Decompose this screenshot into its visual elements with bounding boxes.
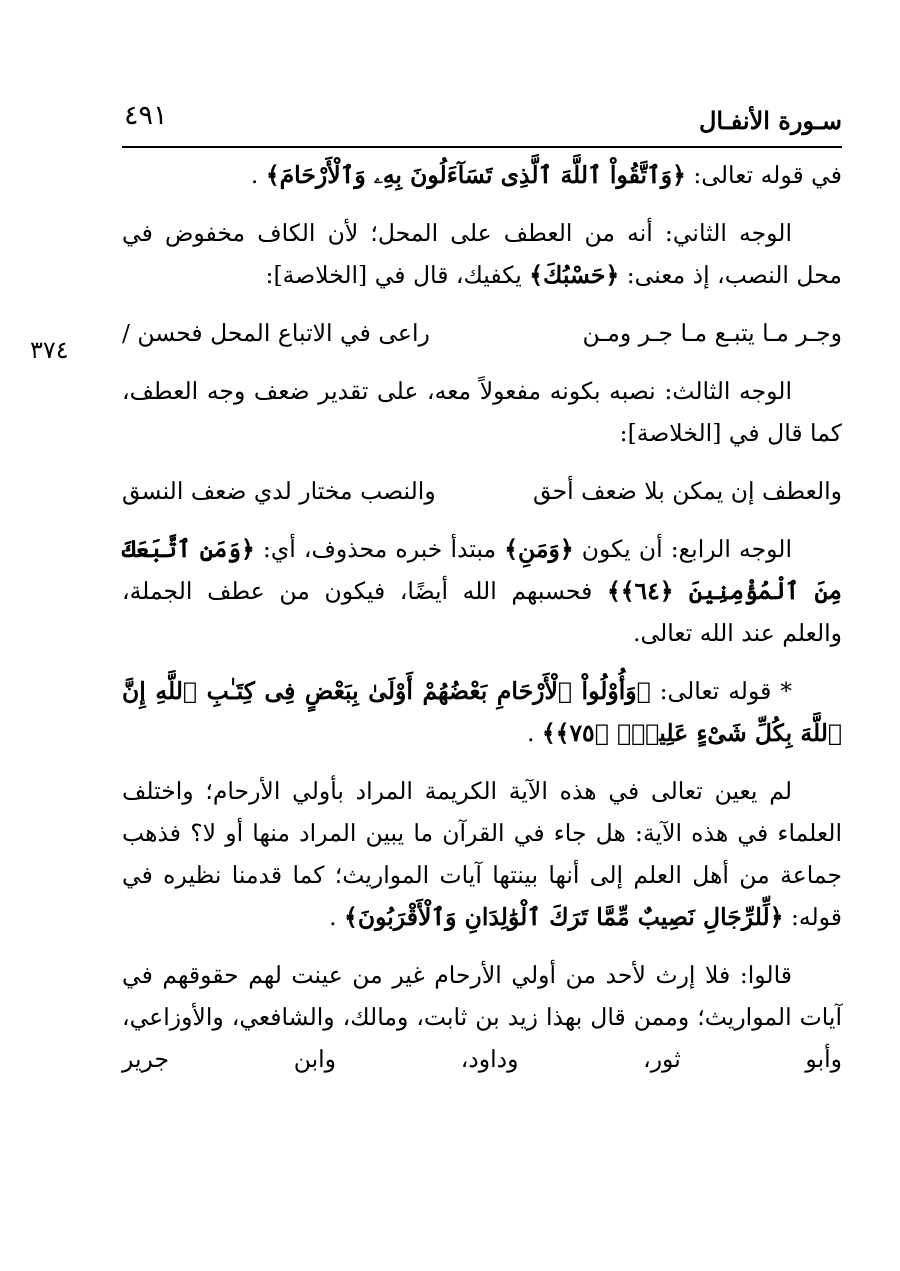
paragraph-4-part2: مبتدأ خبره محذوف، أي: bbox=[254, 535, 505, 563]
quran-quote: ﴿وَمَنِ﴾ bbox=[504, 535, 574, 563]
paragraph-7-text: قالوا: فلا إرث لأحد من أولي الأرحام غير من عينت لهم حقوقهم في آيات المواريث؛ وممن قال بهذا زيد بن ثابت، ومالك، والشافعي، والأوزاعي، وأبو ثور، وداود، وابن جرير bbox=[122, 961, 842, 1073]
book-page bbox=[122, 96, 842, 1216]
margin-page-reference: ٣٧٤ bbox=[30, 336, 69, 364]
paragraph-5-prefix: * قوله تعالى: bbox=[650, 677, 792, 705]
poetry-verse-2 bbox=[122, 470, 842, 512]
paragraph-1 bbox=[122, 154, 842, 196]
verse-1-first-hemistich: وجـر مـا يتبـع مـا جـر ومـن bbox=[582, 319, 842, 347]
paragraph-5 bbox=[122, 670, 842, 754]
paragraph-7 bbox=[122, 954, 842, 1080]
paragraph-2-part2: يكفيك، قال في [الخلاصة]: bbox=[265, 261, 530, 289]
paragraph-1-prefix: في قوله تعالى: bbox=[685, 161, 842, 189]
paragraph-4-part1: الوجه الرابع: أن يكون bbox=[573, 535, 792, 563]
paragraph-6 bbox=[122, 770, 842, 938]
paragraph-3-text: الوجه الثالث: نصبه بكونه مفعولاً معه، على تقدير ضعف وجه العطف، كما قال في [الخلاصة]: bbox=[122, 377, 842, 447]
paragraph-6-part1: لم يعين تعالى في هذه الآية الكريمة المراد بأولي الأرحام؛ واختلف العلماء في هذه الآية: هل جاء في القرآن ما يبين المراد منها أو لا؟ فذهب جماعة من أهل العلم إلى أنها بينتها آيات المواريث؛ كما قدمنا نظيره في قوله: bbox=[122, 777, 842, 931]
quran-quote: ﴿حَسْبُكَ﴾ bbox=[529, 261, 620, 289]
page-content bbox=[122, 154, 842, 1080]
quran-quote: ﴿وَٱتَّقُواْ ٱللَّهَ ٱلَّذِى تَسَآءَلُونَ بِهِۦ وَٱلْأَرْحَامَ﴾ bbox=[265, 161, 686, 189]
poetry-verse-1 bbox=[122, 312, 842, 354]
verse-2-second-hemistich: والنصب مختار لدي ضعف النسق bbox=[122, 477, 436, 505]
quran-quote: ﴿وَمَنِ ٱتَّبَعَكَ مِنَ ٱلْمُؤْمِنِينَ ﴿٦٤﴾﴾ bbox=[122, 535, 842, 605]
page-header bbox=[122, 96, 842, 148]
quran-quote: ﴿لِّلرِّجَالِ نَصِيبٌ مِّمَّا تَرَكَ ٱلْوَٰلِدَانِ وَٱلْأَقْرَبُونَ﴾ bbox=[344, 903, 784, 931]
paragraph-2 bbox=[122, 212, 842, 296]
paragraph-2-part1: الوجه الثاني: أنه من العطف على المحل؛ لأن الكاف مخفوض في محل النصب، إذ معنى: bbox=[122, 219, 842, 289]
page-number: ٤٩١ bbox=[124, 100, 168, 131]
paragraph-3 bbox=[122, 370, 842, 454]
verse-1-second-hemistich: راعى في الاتباع المحل فحسن / bbox=[122, 319, 430, 347]
paragraph-1-suffix: . bbox=[250, 161, 266, 189]
paragraph-4-part3: فحسبهم الله أيضًا، فيكون من عطف الجملة، والعلم عند الله تعالى. bbox=[122, 577, 842, 647]
quran-quote: ﴿وَأُوْلُواْ ٱلْأَرْحَامِ بَعْضُهُمْ أَوْلَىٰ بِبَعْضٍ فِى كِتَـٰبِ ٱللَّهِ إِنَّ ٱللَّهَ بِكُلِّ شَىْءٍ عَلِيمٌۢ ﴿٧٥﴾﴾ bbox=[122, 677, 842, 747]
paragraph-6-suffix: . bbox=[329, 903, 345, 931]
paragraph-4 bbox=[122, 528, 842, 654]
verse-2-first-hemistich: والعطف إن يمكن بلا ضعف أحق bbox=[533, 477, 842, 505]
sura-title: سـورة الأنفـال bbox=[698, 106, 842, 135]
paragraph-5-suffix: . bbox=[526, 719, 542, 747]
